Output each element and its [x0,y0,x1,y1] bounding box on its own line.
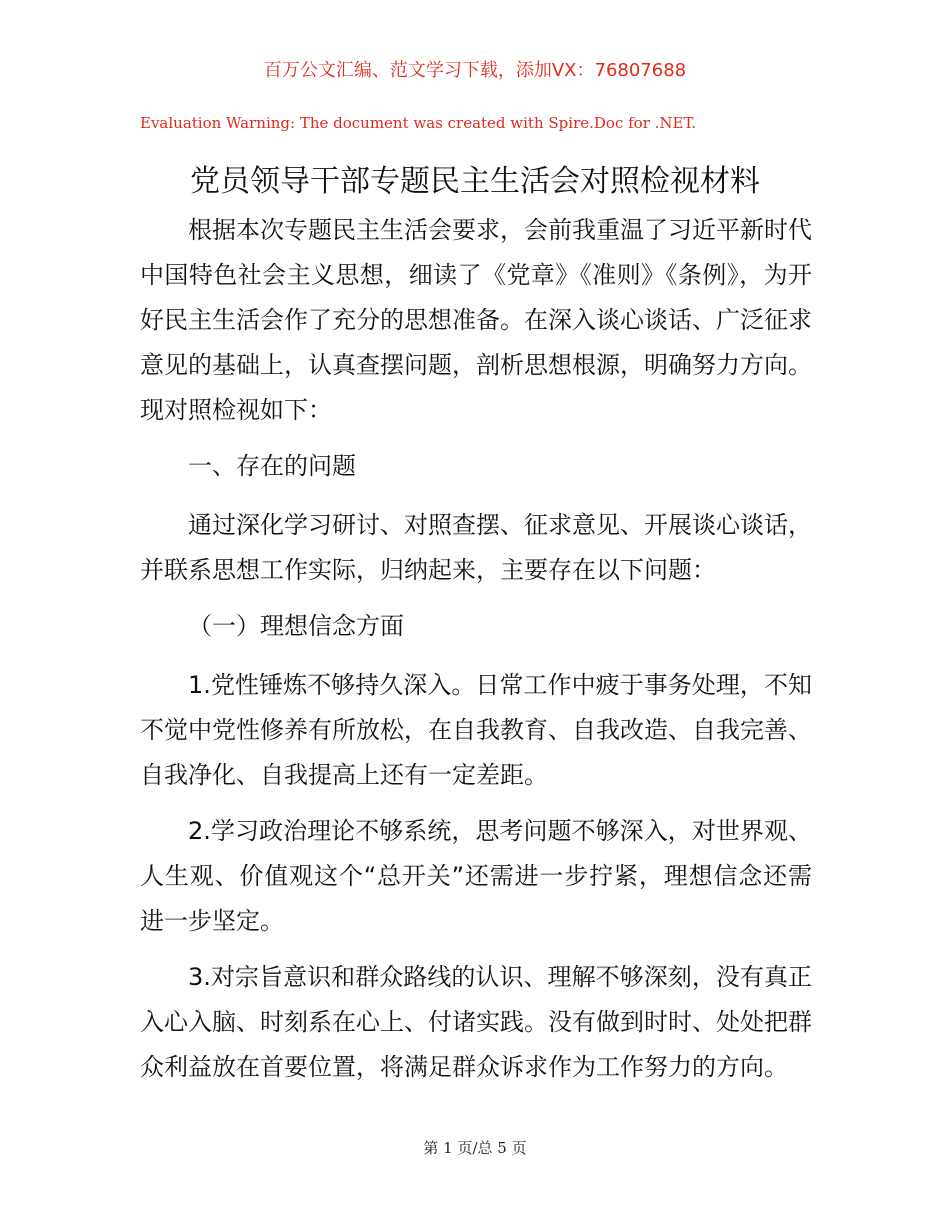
section-heading-problems: 一、存在的问题 [188,452,356,480]
intro-paragraph: 根据本次专题民主生活会要求，会前我重温了习近平新时代中国特色社会主义思想，细读了《党章》《准则》《条例》，为开好民主生活会作了充分的思想准备。在深入谈心谈话、广泛征求意见的基础上，认真查摆问题，剖析思想根源，明确努力方向。现对照检视如下： [140,216,812,424]
problem-item-3: 3.对宗旨意识和群众路线的认识、理解不够深刻，没有真正入心入脑、时刻系在心上、付诸实践。没有做到时时、处处把群众利益放在首要位置，将满足群众诉求作为工作努力的方向。 [140,963,812,1081]
problem-item-1: 1.党性锤炼不够持久深入。日常工作中疲于事务处理，不知不觉中党性修养有所放松，在自我教育、自我改造、自我完善、自我净化、自我提高上还有一定差距。 [140,671,812,789]
subsection-heading-ideals: （一）理想信念方面 [188,612,404,640]
page-footer: 第 1 页/总 5 页 [423,1139,527,1157]
document-body [140,208,812,1101]
document-title: 党员领导干部专题民主生活会对照检视材料 [190,164,760,199]
evaluation-warning: Evaluation Warning: The document was created with Spire.Doc for .NET. [140,114,697,132]
header-advertisement: 百万公文汇编、范文学习下载，添加VX：76807688 [263,60,687,81]
summary-paragraph: 通过深化学习研讨、对照查摆、征求意见、开展谈心谈话，并联系思想工作实际，归纳起来，主要存在以下问题： [140,511,812,584]
problem-item-2: 2.学习政治理论不够系统，思考问题不够深入，对世界观、人生观、价值观这个“总开关”还需进一步拧紧，理想信念还需进一步坚定。 [140,817,812,935]
